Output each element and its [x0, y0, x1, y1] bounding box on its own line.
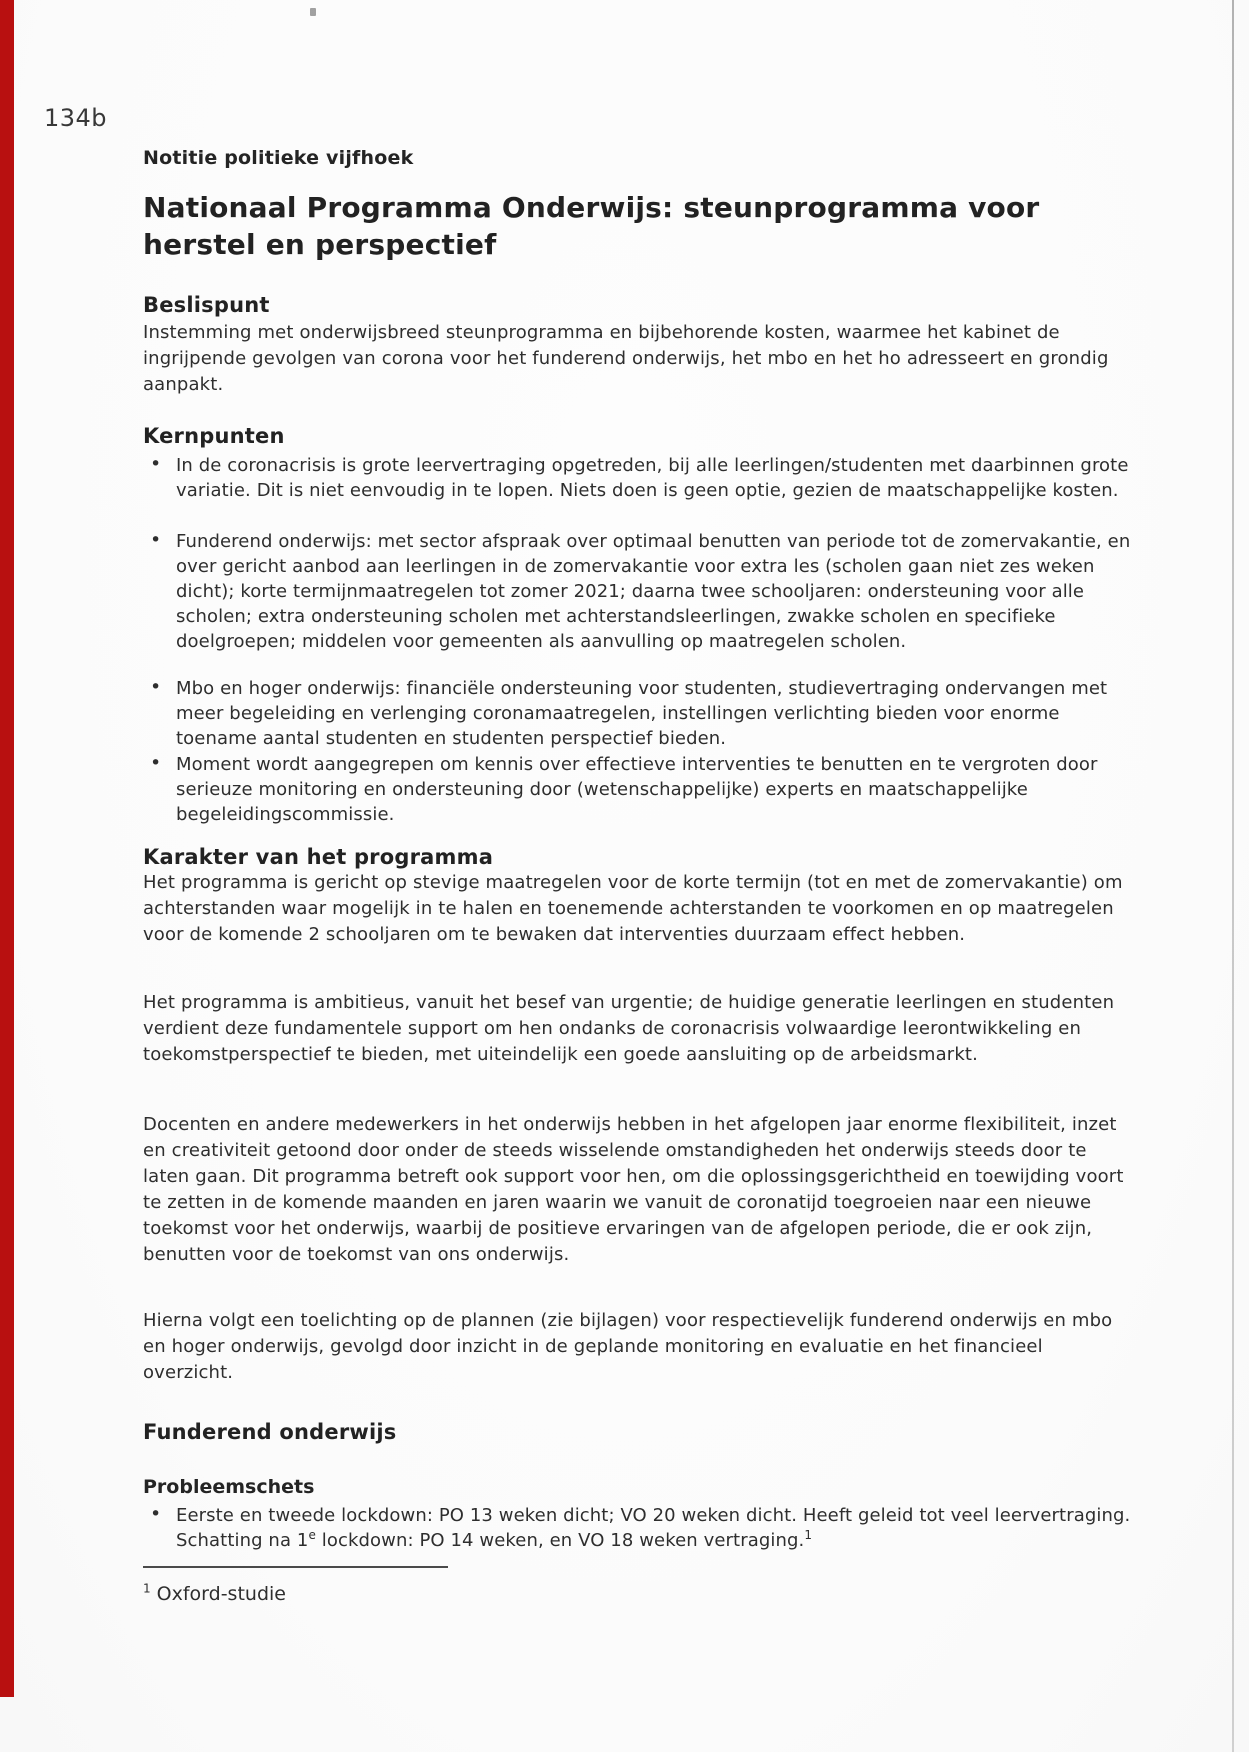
footnote-separator-rule — [143, 1566, 448, 1568]
probleem-text-part1: Eerste en tweede lockdown: PO 13 weken dicht; VO 20 weken dicht. Heeft geleid tot veel leervertraging. Schatting na 1 — [176, 1505, 1131, 1551]
bullet-item: • Mbo en hoger onderwijs: financiële ondersteuning voor studenten, studievertraging ondervangen met meer begeleiding en verlenging coronamaatregelen, instellingen verlichting bieden voor enorme toename aantal studenten en studenten perspectief bieden. — [143, 676, 1138, 751]
footnote-text: Oxford-studie — [156, 1583, 286, 1605]
ordinal-superscript: e — [308, 1528, 316, 1542]
heading-kernpunten: Kernpunten — [143, 424, 285, 448]
footnote-marker: 1 — [143, 1581, 151, 1596]
bullet-item-probleemschets — [143, 1503, 1138, 1553]
document-kicker: Notitie politieke vijfhoek — [143, 147, 414, 169]
footnote-reference: 1 — [804, 1528, 813, 1542]
paragraph-karakter: Het programma is gericht op stevige maatregelen voor de korte termijn (tot en met de zomervakantie) om achterstanden waar mogelijk in te halen en toenemende achterstanden te voorkomen en op maatregelen voor de komende 2 schooljaren om te bewaken dat interventies duurzaam effect hebben. — [143, 872, 1123, 945]
heading-funderend-onderwijs: Funderend onderwijs — [143, 1420, 397, 1444]
bullet-item: • In de coronacrisis is grote leervertraging opgetreden, bij alle leerlingen/studenten met daarbinnen grote variatie. Dit is niet eenvoudig in te lopen. Niets doen is geen optie, gezien de maatschappelijke kosten. — [143, 453, 1138, 503]
heading-karakter: Karakter van het programma — [143, 845, 494, 869]
heading-beslispunt: Beslispunt — [143, 293, 270, 317]
document-content — [143, 0, 1148, 1752]
bullet-item: • Moment wordt aangegrepen om kennis over effectieve interventies te benutten en te vergroten door serieuze monitoring en ondersteuning door (wetenschappelijke) experts en maatschappelijke begeleidingscommissie. — [143, 752, 1138, 827]
footnote — [143, 1583, 286, 1605]
document-title: Nationaal Programma Onderwijs: steunprogramma voor herstel en perspectief — [143, 191, 1040, 261]
probleem-text-part2: lockdown: PO 14 weken, en VO 18 weken vertraging. — [315, 1530, 805, 1551]
red-margin-strip — [0, 0, 14, 1697]
paragraph-karakter: Hierna volgt een toelichting op de plannen (zie bijlagen) voor respectievelijk funderend onderwijs en mbo en hoger onderwijs, gevolgd door inzicht in de geplande monitoring en evaluatie en het financieel overzicht. — [143, 1310, 1113, 1383]
paragraph-karakter: Docenten en andere medewerkers in het onderwijs hebben in het afgelopen jaar enorme flexibiliteit, inzet en creativiteit getoond door onder de steeds wisselende omstandigheden het onderwijs steeds door te laten gaan. Dit programma betreft ook support voor hen, om die oplossingsgerichtheid en toewijding voort te zetten in de komende maanden en jaren waarin we vanuit de coronatijd toegroeien naar een nieuwe toekomst voor het onderwijs, waarbij de positieve ervaringen van de afgelopen periode, die er ook zijn, benutten voor de toekomst van ons onderwijs. — [143, 1114, 1124, 1265]
document-number-label: 134b — [44, 104, 108, 132]
bullet-item: • Funderend onderwijs: met sector afspraak over optimaal benutten van periode tot de zomervakantie, en over gericht aanbod aan leerlingen in de zomervakantie voor extra les (scholen gaan niet zes weken dicht); korte termijnmaatregelen tot zomer 2021; daarna twee schooljaren: ondersteuning voor alle scholen; extra ondersteuning scholen met achterstandsleerlingen, zwakke scholen en specifieke doelgroepen; middelen voor gemeenten als aanvulling op maatregelen scholen. — [143, 529, 1138, 654]
heading-probleemschets: Probleemschets — [143, 1476, 315, 1498]
paragraph-karakter: Het programma is ambitieus, vanuit het besef van urgentie; de huidige generatie leerlingen en studenten verdient deze fundamentele support om hen ondanks de coronacrisis volwaardige leerontwikkeling en toekomstperspectief te bieden, met uiteindelijk een goede aansluiting op de arbeidsmarkt. — [143, 992, 1115, 1065]
right-scan-edge-line — [1232, 0, 1234, 1752]
paragraph-beslispunt: Instemming met onderwijsbreed steunprogramma en bijbehorende kosten, waarmee het kabinet de ingrijpende gevolgen van corona voor het funderend onderwijs, het mbo en het ho adresseert en grondig aanpakt. — [143, 322, 1109, 395]
